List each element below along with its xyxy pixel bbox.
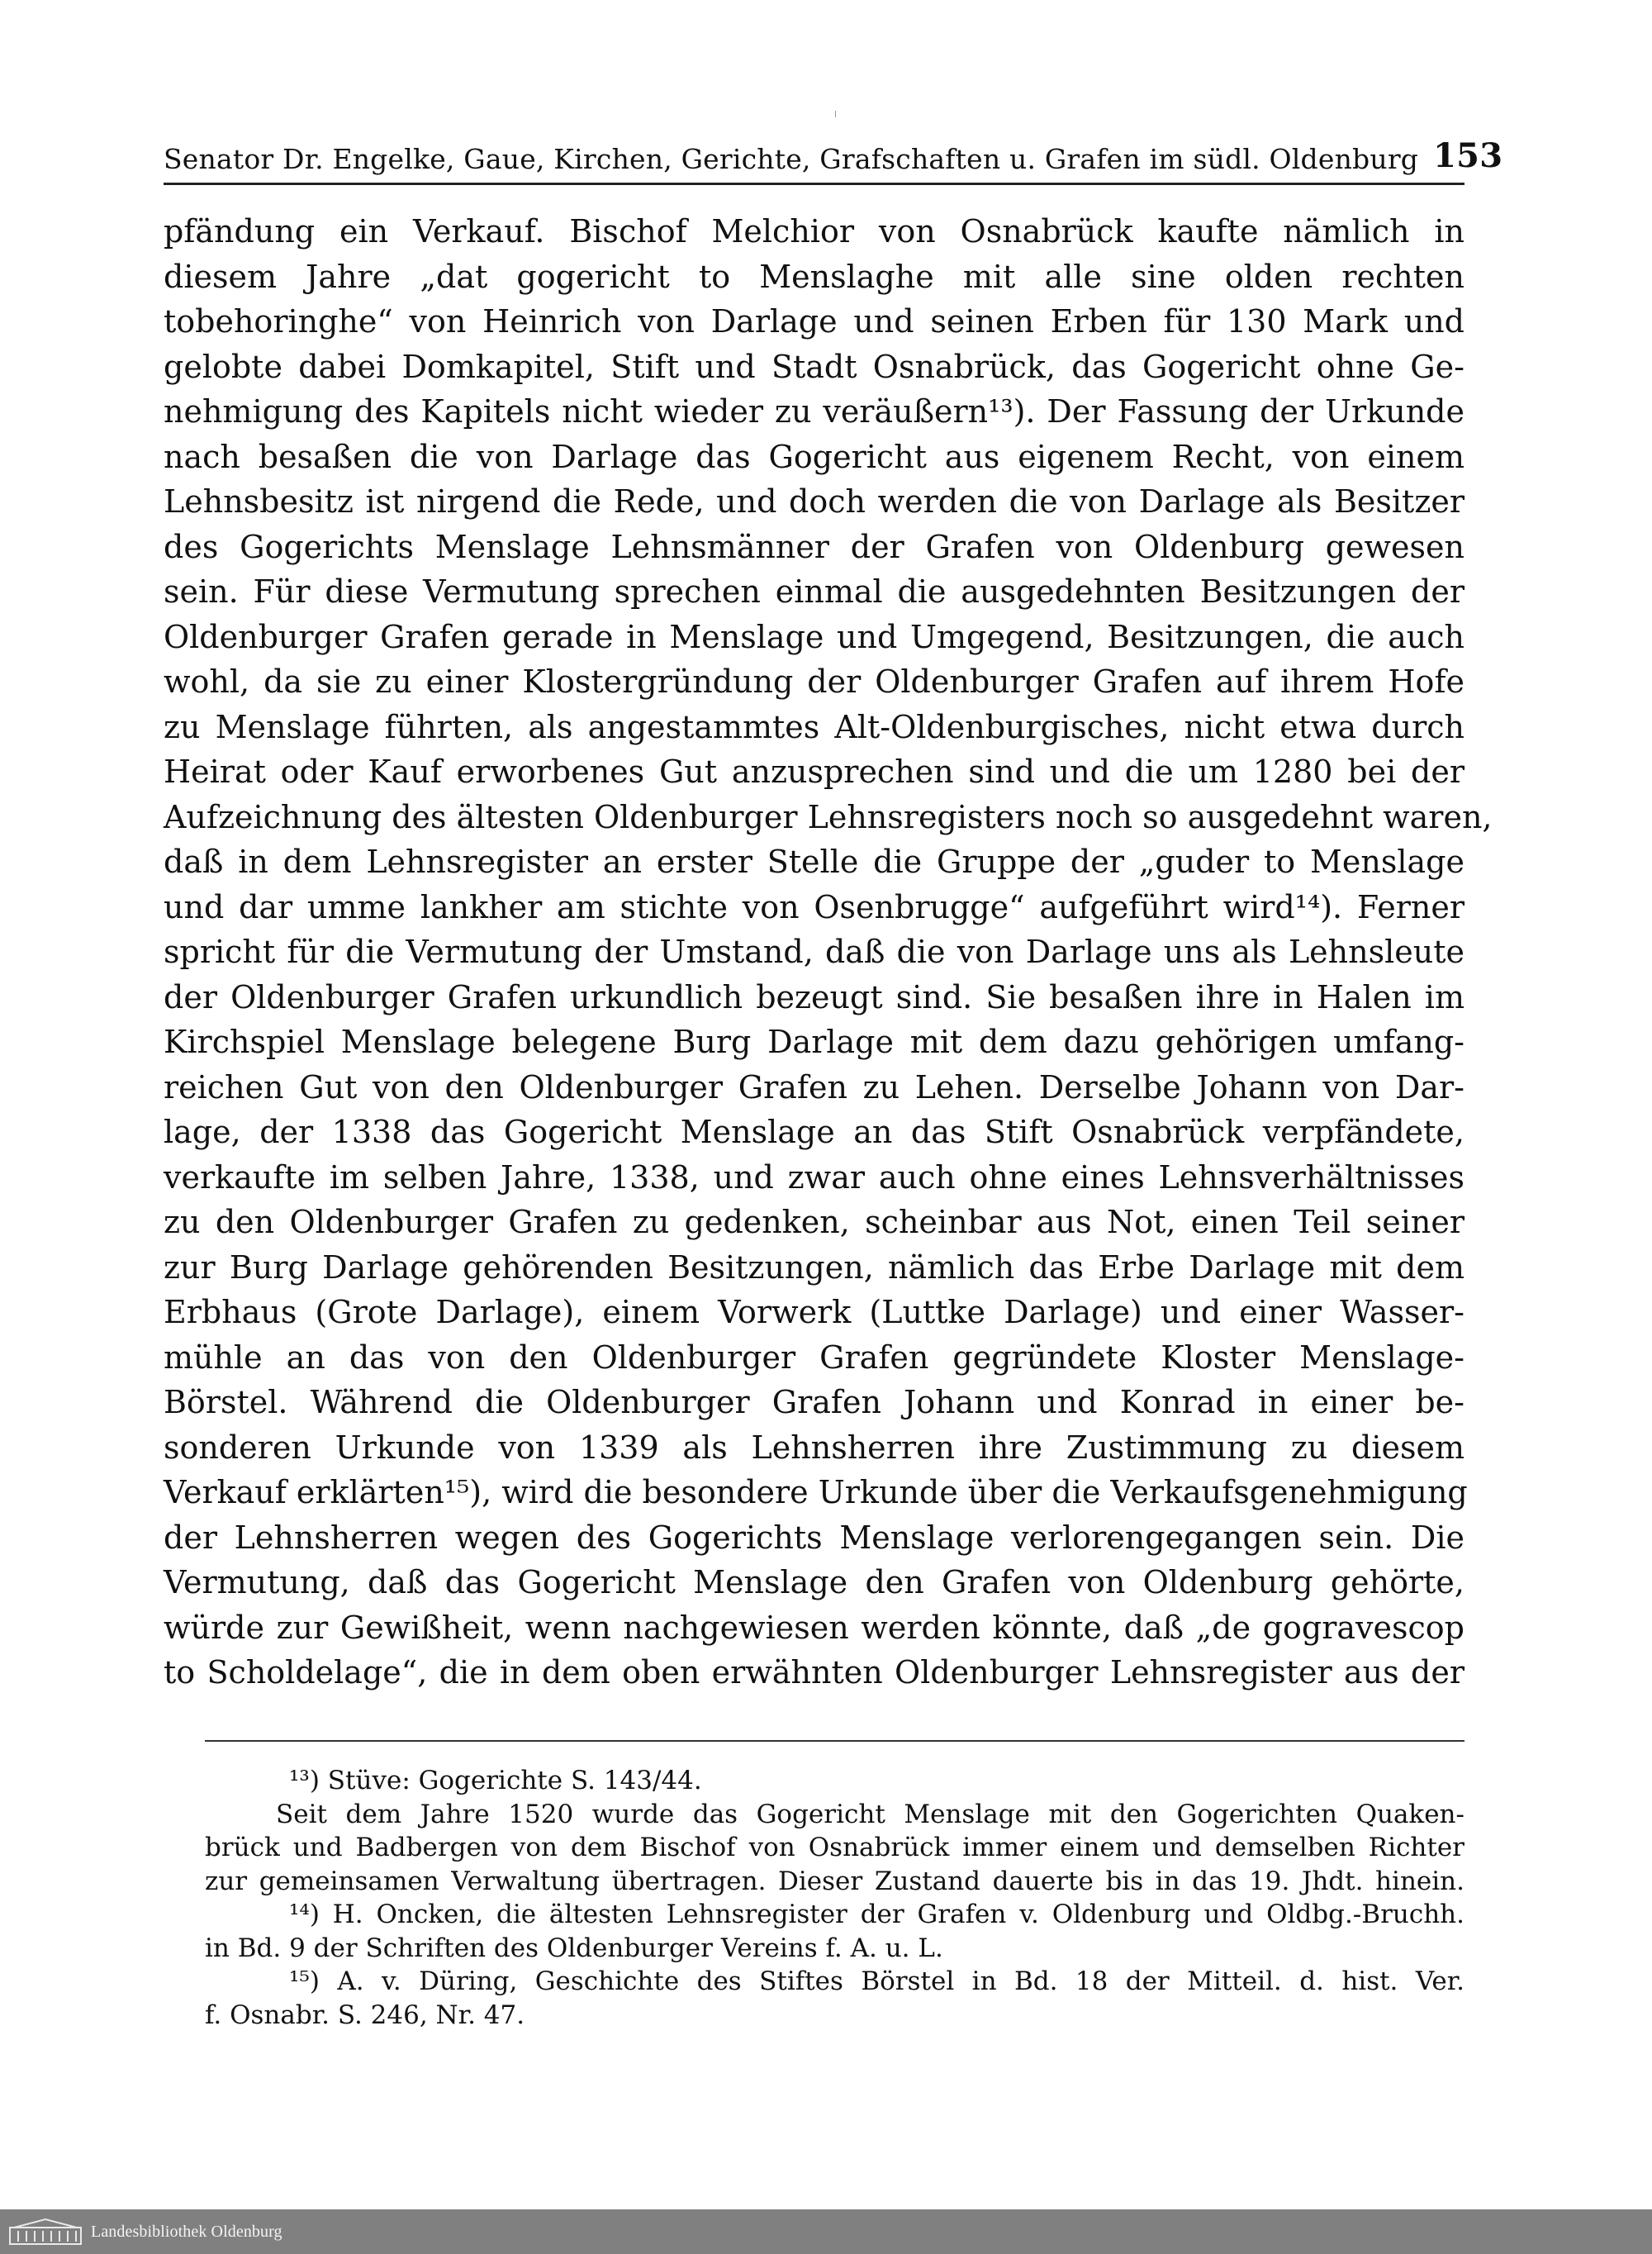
footnote-line: zur gemeinsamen Verwaltung übertragen. Dieser Zustand dauerte bis in das 19. Jhdt. hinein. (205, 1866, 1464, 1896)
page-number: 153 (1433, 136, 1503, 175)
footnote-line: ¹³) Stüve: Gogerichte S. 143/44. (289, 1766, 702, 1795)
text-line: lage, der 1338 das Gogericht Menslage an das Stift Osnabrück verpfändete, (164, 1114, 1464, 1150)
footnote-divider (205, 1740, 1464, 1742)
running-header (164, 126, 1503, 175)
text-line: sein. Für diese Vermutung sprechen einmal die ausgedehnten Besitzungen der (164, 573, 1464, 610)
footnote-line: in Bd. 9 der Schriften des Oldenburger Vereins f. A. u. L. (205, 1933, 943, 1963)
text-line: mühle an das von den Oldenburger Grafen gegründete Kloster Menslage- (164, 1339, 1464, 1376)
text-line: reichen Gut von den Oldenburger Grafen zu Lehen. Derselbe Johann von Dar- (164, 1068, 1464, 1106)
library-name: Landesbibliothek Oldenburg (91, 2222, 282, 2241)
text-line: und dar umme lankher am stichte von Osenbrugge“ aufgeführt wird¹⁴). Ferner (164, 888, 1464, 925)
text-line: Erbhaus (Grote Darlage), einem Vorwerk (Luttke Darlage) und einer Wasser- (164, 1294, 1464, 1330)
text-line: Börstel. Während die Oldenburger Grafen Johann und Konrad in einer be- (164, 1384, 1464, 1420)
footnote-line: ¹⁵) A. v. Düring, Geschichte des Stiftes Börstel in Bd. 18 der Mitteil. d. hist. Ver. (289, 1966, 1464, 1996)
footnote-line: brück und Badbergen von dem Bischof von Osnabrück immer einem und demselben Richter (205, 1833, 1464, 1862)
text-line: Aufzeichnung des ältesten Oldenburger Lehnsregisters noch so ausgedehnt waren, (164, 798, 1493, 835)
footnote-line: f. Osnabr. S. 246, Nr. 47. (205, 2000, 525, 2030)
scanned-book-page (164, 107, 1503, 2049)
text-line: sonderen Urkunde von 1339 als Lehnsherren ihre Zustimmung zu diesem (164, 1429, 1464, 1466)
text-line: daß in dem Lehnsregister an erster Stelle die Gruppe der „guder to Menslage (164, 844, 1464, 880)
text-line: Vermutung, daß das Gogericht Menslage den Grafen von Oldenburg gehörte, (164, 1564, 1464, 1600)
text-line: nehmigung des Kapitels nicht wieder zu veräußern¹³). Der Fassung der Urkunde (164, 393, 1464, 430)
text-line: nach besaßen die von Darlage das Gogericht aus eigenem Recht, von einem (164, 438, 1464, 475)
text-line: Heirat oder Kauf erworbenes Gut anzusprechen sind und die um 1280 bei der (164, 754, 1464, 790)
text-line: to Scholdelage“, die in dem oben erwähnten Oldenburger Lehnsregister aus der (164, 1654, 1464, 1690)
footnote-line: Seit dem Jahre 1520 wurde das Gogericht Menslage mit den Gogerichten Quaken- (276, 1799, 1464, 1829)
text-line: zur Burg Darlage gehörenden Besitzungen, nämlich das Erbe Darlage mit dem (164, 1248, 1464, 1286)
text-line: wohl, da sie zu einer Klostergründung der Oldenburger Grafen auf ihrem Hofe (164, 663, 1464, 700)
text-line: Lehnsbesitz ist nirgend die Rede, und doch werden die von Darlage als Besitzer (164, 483, 1464, 520)
text-line: verkaufte im selben Jahre, 1338, und zwar auch ohne eines Lehnsverhältnisses (164, 1158, 1464, 1196)
text-line: des Gogerichts Menslage Lehnsmänner der Grafen von Oldenburg gewesen (164, 528, 1464, 565)
text-line: Oldenburger Grafen gerade in Menslage und Umgegend, Besitzungen, die auch (164, 618, 1464, 655)
footnotes-block (205, 1764, 1464, 2032)
text-line: würde zur Gewißheit, wenn nachgewiesen werden könnte, daß „de gogravescop (164, 1609, 1464, 1646)
text-line: zu den Oldenburger Grafen zu gedenken, scheinbar aus Not, einen Teil seiner (164, 1204, 1464, 1240)
text-line: spricht für die Vermutung der Umstand, daß die von Darlage uns als Lehnsleute (164, 934, 1464, 970)
text-line: der Lehnsherren wegen des Gogerichts Menslage verlorengegangen sein. Die (164, 1519, 1464, 1556)
text-line: zu Menslage führten, als angestammtes Alt-Oldenburgisches, nicht etwa durch (164, 708, 1464, 745)
main-text-block (164, 209, 1493, 1695)
library-footer-bar (0, 2209, 1652, 2254)
footnote-line: ¹⁴) H. Oncken, die ältesten Lehnsregister der Grafen v. Oldenburg und Oldbg.-Bruchh. (289, 1900, 1464, 1929)
text-line: pfändung ein Verkauf. Bischof Melchior von Osnabrück kaufte nämlich in (164, 213, 1464, 250)
text-line: der Oldenburger Grafen urkundlich bezeugt sind. Sie besaßen ihre in Halen im (164, 978, 1464, 1015)
text-line: Verkauf erklärten¹⁵), wird die besondere Urkunde über die Verkaufsgenehmigung (164, 1474, 1468, 1510)
header-divider (164, 183, 1464, 185)
text-line: gelobte dabei Domkapitel, Stift und Stadt Osnabrück, das Gogericht ohne Ge- (164, 348, 1464, 385)
scan-artifact (835, 111, 841, 117)
library-building-icon (0, 2209, 91, 2254)
header-title: Senator Dr. Engelke, Gaue, Kirchen, Gerichte, Grafschaften u. Grafen im südl. Oldenburg (164, 143, 1419, 175)
text-line: tobehoringhe“ von Heinrich von Darlage und seinen Erben für 130 Mark und (164, 303, 1464, 340)
text-line: Kirchspiel Menslage belegene Burg Darlage mit dem dazu gehörigen umfang- (164, 1024, 1464, 1060)
text-line: diesem Jahre „dat gogericht to Menslaghe mit alle sine olden rechten (164, 258, 1464, 295)
